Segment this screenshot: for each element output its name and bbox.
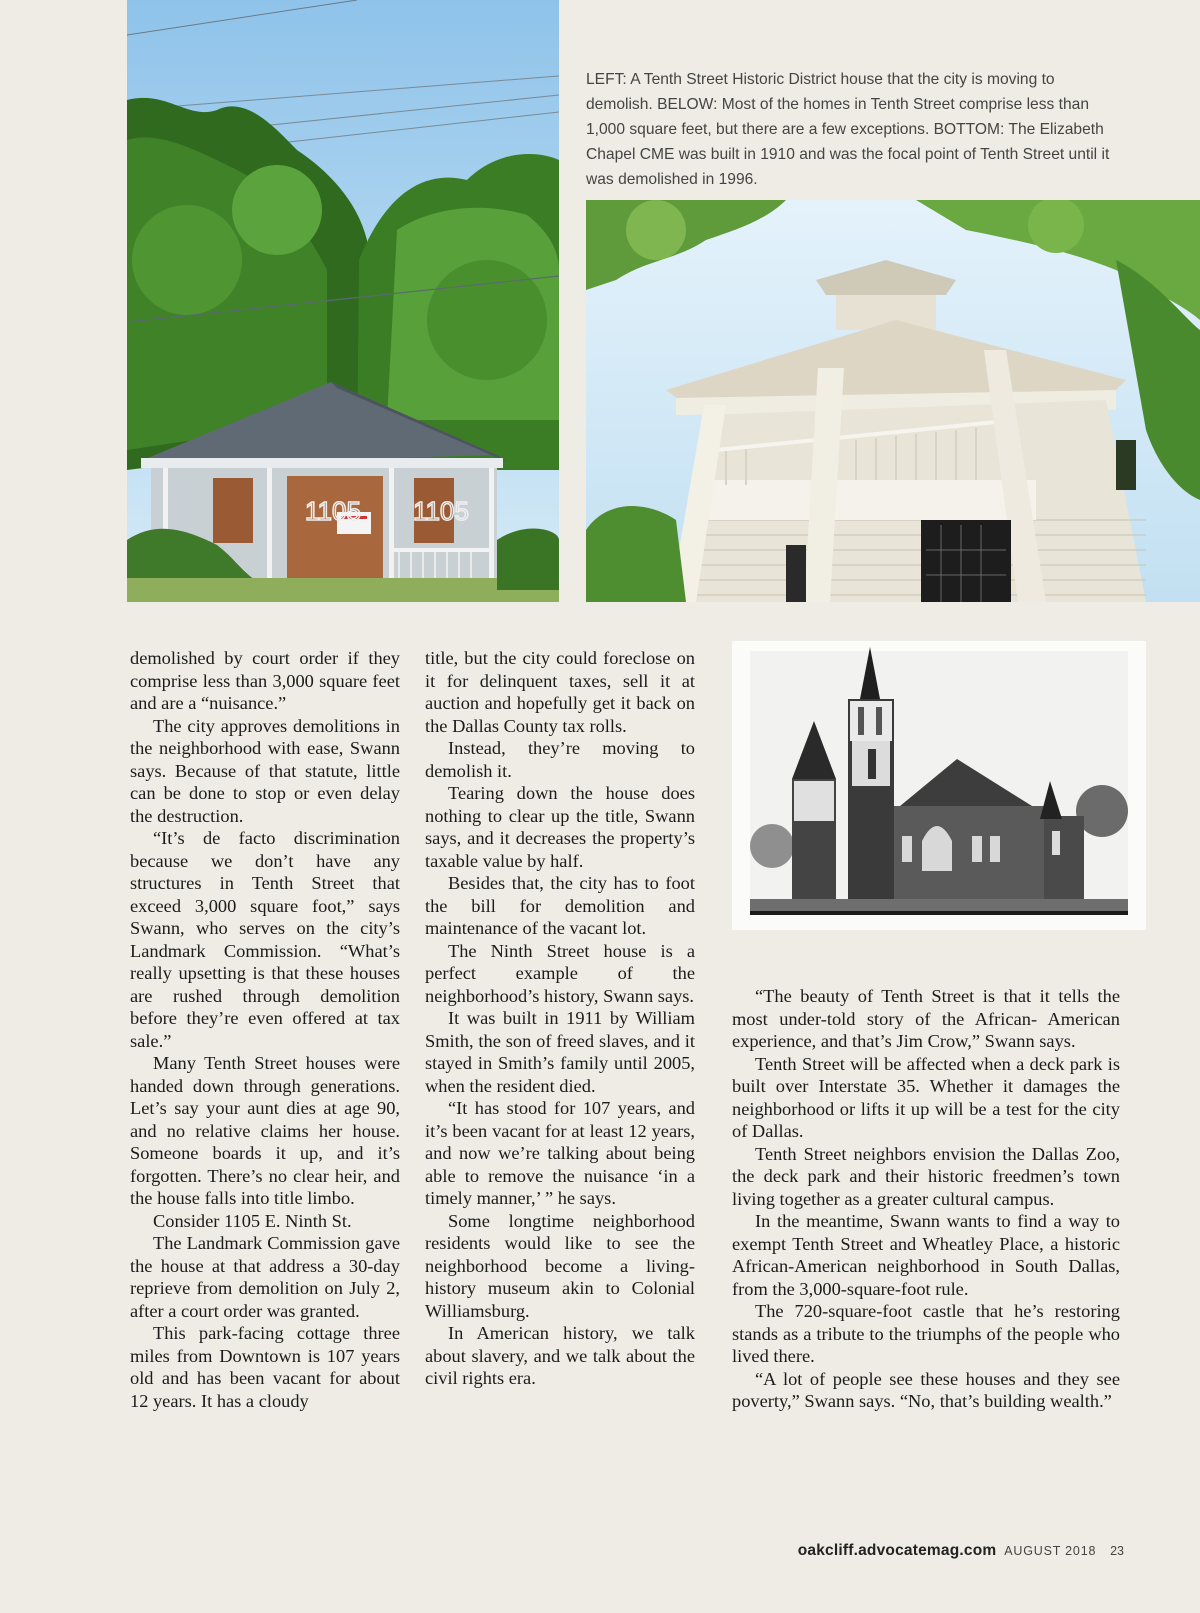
page-number: 23 [1110, 1544, 1124, 1558]
paragraph: Tearing down the house does nothing to clear up the title, Swann says, and it decreases the property’s taxable value by half. [425, 783, 695, 871]
paragraph: Tenth Street neighbors envision the Dallas Zoo, the deck park and their historic freedmen’s town living together as a greater cultural campus. [732, 1143, 1120, 1209]
footer-website: oakcliff.advocatemag.com [797, 1542, 997, 1559]
paragraph: Besides that, the city has to foot the bill for demolition and maintenance of the vacant lot. [425, 873, 695, 938]
paragraph: Instead, they’re moving to demolish it. [425, 738, 695, 781]
paragraph: “It has stood for 107 years, and it’s been vacant for at least 12 years, and now we’re talking about being able to remove the nuisance ‘in a timely manner,’ ” he says. [425, 1098, 695, 1208]
photo-elizabeth-chapel [732, 641, 1146, 930]
photo-two-story-house [586, 200, 1200, 602]
paragraph: Many Tenth Street houses were handed down through generations. Let’s say your aunt dies at age 90, and no relative claims her house. Someone boards it up, and it’s forgotten. There’s no clear heir, and the house falls into title limbo. [130, 1053, 400, 1208]
photo-caption: LEFT: A Tenth Street Historic District house that the city is moving to demolish. BELOW: Most of the homes in Tenth Street comprise less than 1,000 square feet, but there are a few exceptions. BOTTOM: The Elizabeth Chapel CME was built in 1910 and was the focal point of Tenth Street until it was demolished in 1996. [586, 71, 1110, 188]
paragraph: “The beauty of Tenth Street is that it tells the most under-told story of the African- American experience, and that’s Jim Crow,” Swann says. [732, 986, 1120, 1051]
article-column-3 [732, 985, 1120, 1413]
paragraph: The city approves demolitions in the neighborhood with ease, Swann says. Because of that statute, little can be done to stop or even delay the destruction. [130, 715, 400, 826]
paragraph: In the meantime, Swann wants to find a way to exempt Tenth Street and Wheatley Place, a historic African-American neighborhood in South Dallas, from the 3,000-square-foot rule. [732, 1211, 1120, 1299]
paragraph: Some longtime neighborhood residents would like to see the neighborhood become a living-history museum akin to Colonial Williamsburg. [425, 1210, 695, 1321]
article-column-2 [425, 647, 695, 1390]
paragraph: The 720-square-foot castle that he’s restoring stands as a tribute to the triumphs of the people who lived there. [732, 1301, 1120, 1366]
paragraph: It was built in 1911 by William Smith, the son of freed slaves, and it stayed in Smith’s family until 2005, when the resident died. [425, 1008, 695, 1096]
paragraph: The Ninth Street house is a perfect example of the neighborhood’s history, Swann says. [425, 940, 695, 1006]
paragraph: “A lot of people see these houses and they see poverty,” Swann says. “No, that’s building wealth.” [732, 1368, 1120, 1411]
painted-house-number: 1105 [305, 496, 361, 526]
paragraph: This park-facing cottage three miles from Downtown is 107 years old and has been vacant for about 12 years. It has a cloudy [130, 1323, 400, 1411]
paragraph: “It’s de facto discrimination because we don’t have any structures in Tenth Street that exceed 3,000 square foot,” says Swann, who serves on the city’s Landmark Commission. “What’s really upsetting is that these houses are rushed through demolition before they’re even offered at tax sale.” [130, 828, 400, 1051]
article-column-1 [130, 647, 400, 1412]
paragraph: title, but the city could foreclose on it for delinquent taxes, sell it at auction and hopefully get it back on the Dallas County tax rolls. [425, 648, 695, 736]
paragraph: Consider 1105 E. Ninth St. [153, 1210, 352, 1231]
paragraph: The Landmark Commission gave the house at that address a 30-day reprieve from demolition on July 2, after a court order was granted. [130, 1233, 400, 1321]
paragraph: Tenth Street will be affected when a deck park is built over Interstate 35. Whether it damages the neighborhood or lifts it up will be a test for the city of Dallas. [732, 1053, 1120, 1141]
footer-issue-date: AUGUST 2018 [1004, 1544, 1097, 1558]
page-footer [798, 1542, 1124, 1560]
painted-house-number-2: 1105 [413, 496, 469, 526]
paragraph: demolished by court order if they comprise less than 3,000 square feet and are a “nuisance.” [130, 648, 400, 713]
photo-boarded-cottage [127, 0, 559, 602]
paragraph: In American history, we talk about slavery, and we talk about the civil rights era. [425, 1323, 695, 1388]
